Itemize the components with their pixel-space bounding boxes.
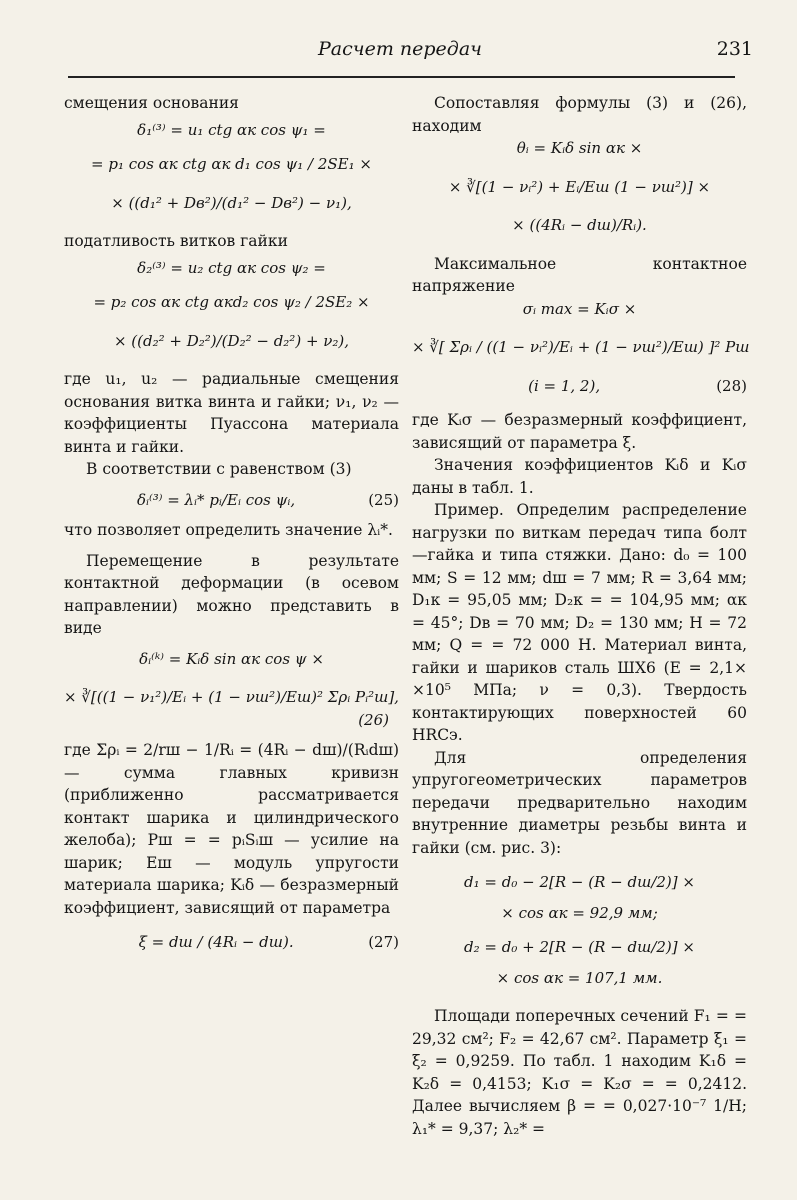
equation-number: (28)	[716, 376, 747, 395]
formula: = p₂ cos αк ctg αкd₂ cos ψ₂ / 2SE₂ ×	[93, 293, 370, 311]
example-paragraph: Пример. Определим распределение нагрузки по виткам передач типа болт—гайка и типа стяжки. Дано: d₀ = 100 мм; S = 12 мм; dш = 7 мм; R = 3,64 мм; D₁к = 95,05 мм; D₂к = = 104,95 мм; αк = 45°; Dв = 70 мм; D₂ = 130 мм; H = 72 мм; Q = = 72 000 Н. Материал винта, гайки и шариков сталь ШХ6 (E = 2,1× ×10⁵ МПа; ν = 0,3). Твердость контактирующих поверхностей 60 HRCэ.	[412, 501, 747, 744]
formula: δ₂⁽³⁾ = u₂ ctg αк cos ψ₂ =	[137, 258, 326, 277]
paragraph: В соответствии с равенством (3)	[86, 460, 352, 478]
paragraph: где u₁, u₂ — радиальные смещения основания витка винта и гайки; ν₁, ν₂ — коэффициенты Пуассона материала винта и гайки.	[64, 370, 399, 456]
formula: θᵢ = Kᵢδ sin αк ×	[516, 139, 643, 157]
formula: δᵢ⁽ᵏ⁾ = Kᵢδ sin αк cos ψ ×	[139, 649, 324, 668]
formula	[412, 375, 747, 398]
paragraph: Для определения упругогеометрических параметров передачи предварительно находим внутренние диаметры резьбы винта и гайки (см. рис. 3):	[412, 748, 747, 857]
equation-number: (25)	[368, 490, 399, 509]
formula: × ∛[(1 − νᵢ²) + Eᵢ/Eш (1 − νш²)] ×	[448, 177, 711, 196]
header-rule	[68, 76, 735, 78]
paragraph: Перемещение в результате контактной деформации (в осевом направлении) можно представить в виде	[64, 551, 399, 637]
page-number: 231	[716, 38, 753, 60]
text-line: податливость витков гайки	[64, 232, 288, 250]
paragraph: где Kᵢσ — безразмерный коэффициент, зависящий от параметра ξ.	[412, 411, 747, 452]
paragraph: Сопоставляя формулы (3) и (26), находим	[412, 94, 747, 135]
paragraph: Площади поперечных сечений F₁ = = 29,32 см²; F₂ = 42,67 см². Параметр ξ₁ = ξ₂ = 0,9259. По табл. 1 находим K₁δ = K₂δ = 0,4153; K₁σ = K₂σ = = 0,2412. Далее вычисляем β = = 0,027·10⁻⁷ 1/Н; λ₁* = 9,37; λ₂* =	[412, 1007, 747, 1138]
paragraph: Максимальное контактное напряжение	[412, 254, 747, 295]
equation-number: (27)	[368, 933, 399, 951]
formula: = p₁ cos αк ctg αк d₁ cos ψ₁ / 2SE₁ ×	[91, 155, 372, 173]
formula: σᵢ max = Kᵢσ ×	[522, 299, 637, 318]
formula-body: (i = 1, 2),	[528, 376, 601, 395]
formula: × ((d₂² + D₂²)/(D₂² − d₂²) + ν₂),	[113, 331, 350, 350]
formula: d₁ = d₀ − 2[R − (R − dш/2)] ×	[464, 873, 695, 891]
paragraph: что позволяет определить значение λᵢ*.	[64, 521, 393, 539]
equation-number: (26)	[358, 710, 389, 729]
formula-body: δᵢ⁽³⁾ = λᵢ* pᵢ/Eᵢ cos ψᵢ,	[137, 490, 296, 509]
formula: d₂ = d₀ + 2[R − (R − dш/2)] ×	[464, 938, 695, 956]
formula	[64, 931, 399, 954]
formula: × ((d₁² + Dв²)/(d₁² − Dв²) − ν₁),	[111, 193, 352, 212]
formula: × cos αк = 92,9 мм;	[501, 903, 658, 922]
formula: × ∛[((1 − ν₁²)/Eᵢ + (1 − νш²)/Eш)² Σρᵢ Pᵢ²ш],	[64, 688, 399, 706]
formula: × cos αк = 107,1 мм.	[496, 968, 663, 987]
formula	[64, 489, 399, 512]
paragraph: Значения коэффициентов Kᵢδ и Kᵢσ даны в табл. 1.	[412, 456, 747, 497]
right-column	[412, 92, 750, 1140]
formula: × ∛[ Σρᵢ / ((1 − νᵢ²)/Eᵢ + (1 − νш²)/Eш) ]² Pш	[412, 338, 750, 356]
text-line: смещения основания	[64, 94, 239, 112]
left-column	[64, 92, 399, 954]
paragraph: где Σρᵢ = 2/rш − 1/Rᵢ = (4Rᵢ − dш)/(Rᵢdш) — сумма главных кривизн (приближенно рассматривается контакт шарика и цилиндрического желоба); Pш = = pᵢSᵢш — усилие на шарик; Eш — модуль упругости материала шарика; Kᵢδ — безразмерный коэффициент, зависящий от параметра	[64, 741, 399, 917]
formula: × ((4Rᵢ − dш)/Rᵢ).	[512, 216, 647, 234]
formula-body: ξ = dш / (4Rᵢ − dш).	[138, 933, 294, 951]
running-header-title: Расчет передач	[318, 38, 482, 60]
formula: δ₁⁽³⁾ = u₁ ctg αк cos ψ₁ =	[137, 120, 326, 139]
